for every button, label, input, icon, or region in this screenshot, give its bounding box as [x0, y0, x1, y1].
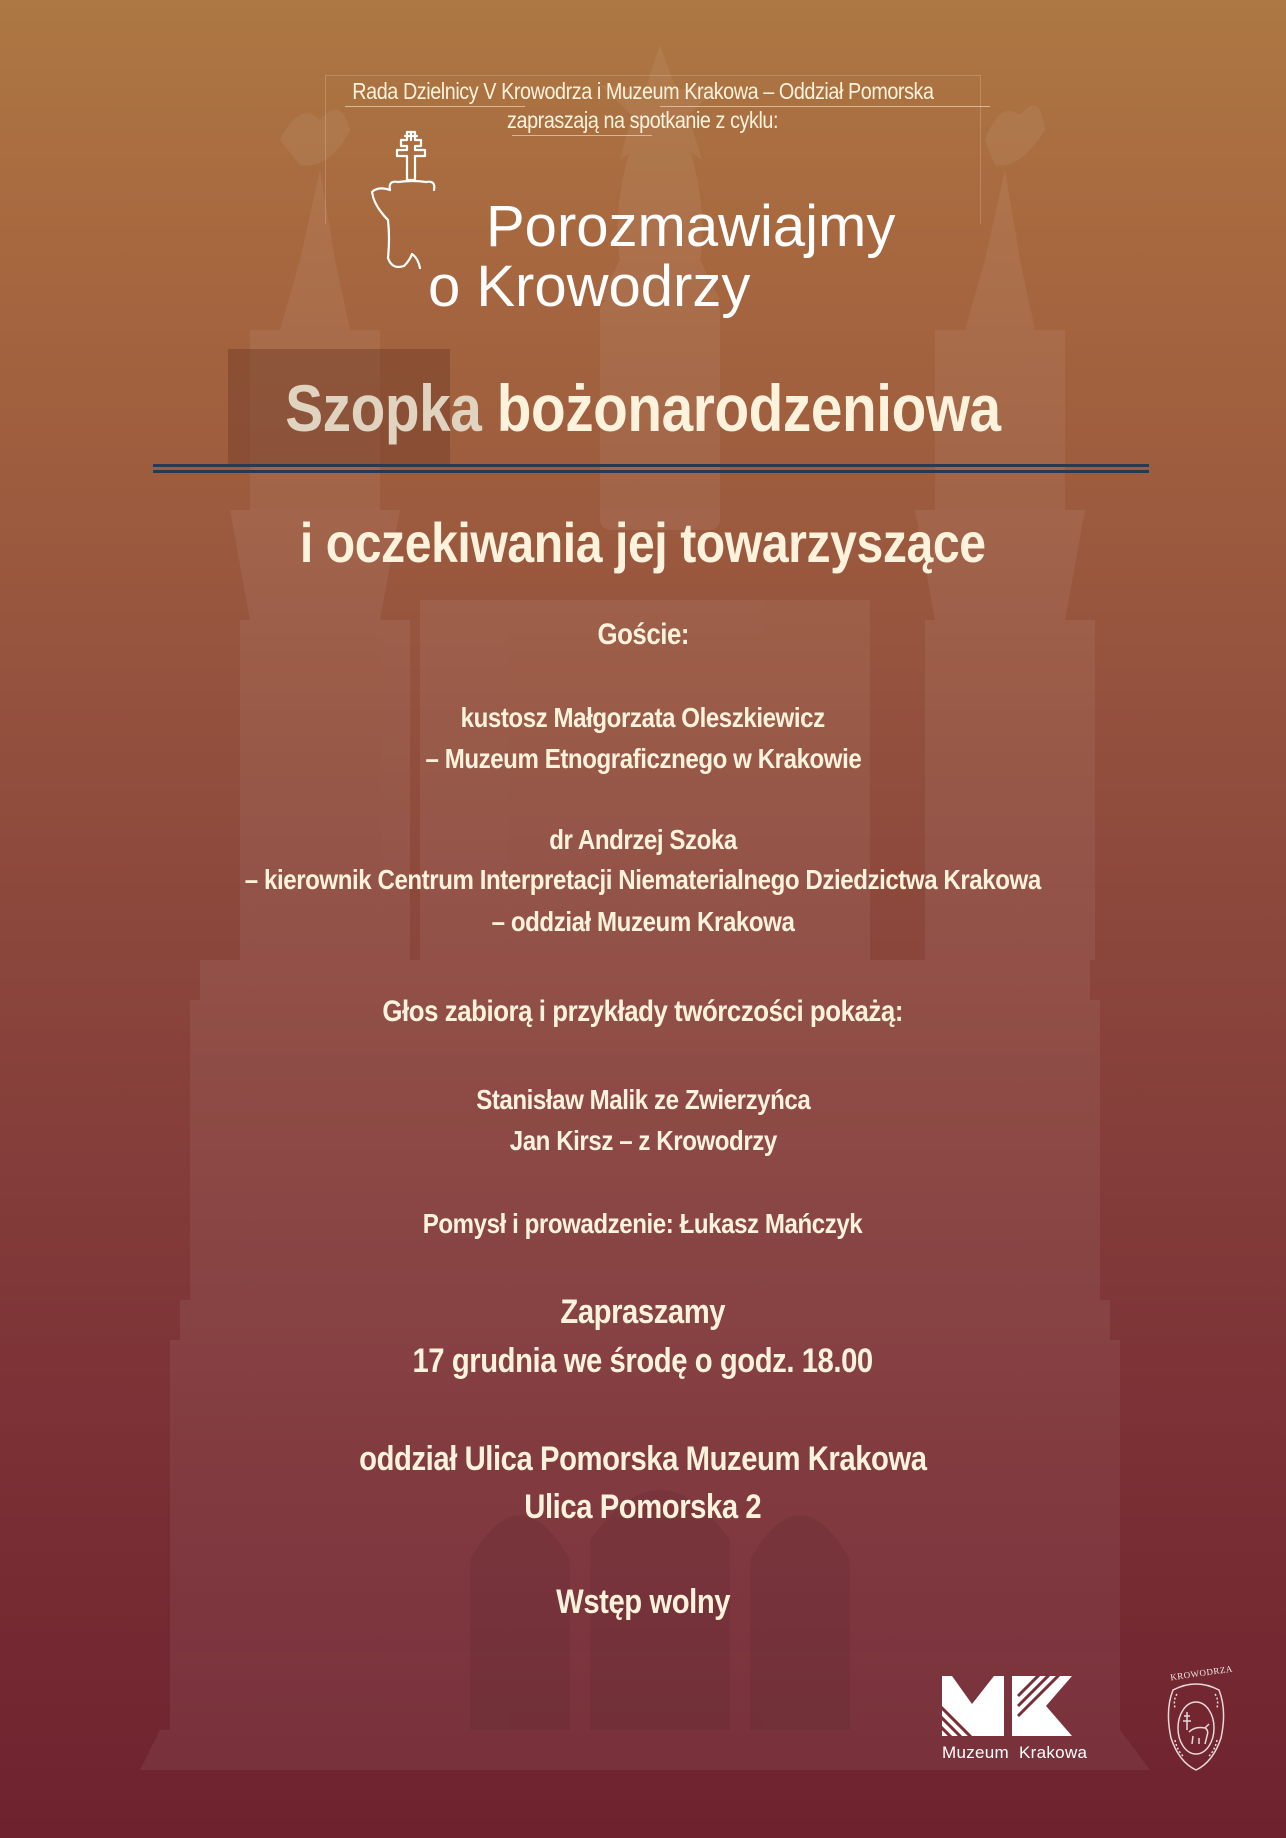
series-logo [368, 128, 948, 328]
speaker-1: Stanisław Malik ze Zwierzyńca [475, 1084, 811, 1115]
guest-2-role: – kierownik Centrum Interpretacji Niematerialnego Dziedzictwa Krakowa [244, 864, 1041, 895]
event-title [0, 370, 1286, 446]
krowodrza-crest-text: KROWODRZA [1169, 1663, 1234, 1683]
muzeum-krakowa-logo-icon [942, 1676, 1074, 1738]
guests-heading: Goście: [597, 618, 689, 651]
title-word-bozonarodzeniowa: bożonarodzeniowa [496, 371, 1001, 445]
guest-1-name: kustosz Małgorzata Oleszkiewicz [460, 702, 826, 733]
event-venue: oddział Ulica Pomorska Muzeum Krakowa [359, 1440, 927, 1478]
guest-2-role-branch: – oddział Muzeum Krakowa [491, 906, 795, 937]
invitation-line: zapraszają na spotkanie z cyklu: [507, 107, 779, 133]
host-line: Pomysł i prowadzenie: Łukasz Mańczyk [423, 1208, 863, 1239]
muzeum-krakowa-logo-text: Muzeum Krakowa [942, 1743, 1088, 1762]
event-datetime: 17 grudnia we środę o godz. 18.00 [412, 1342, 874, 1380]
event-subtitle: i oczekiwania jej towarzyszące [300, 511, 986, 574]
title-word-szopka: Szopka [285, 371, 482, 445]
speaker-2: Jan Kirsz – z Krowodrzy [509, 1125, 777, 1156]
speakers-heading: Głos zabiorą i przykłady twórczości pokażą: [382, 995, 904, 1028]
title-rule-bottom [153, 470, 1149, 473]
series-name-line1: Porozmawiajmy [486, 194, 896, 259]
guest-1-role: – Muzeum Etnograficznego w Krakowie [425, 743, 861, 774]
series-name-line2: o Krowodrzy [428, 254, 751, 319]
krowodrza-crest-icon [1165, 1680, 1227, 1772]
organizers-line: Rada Dzielnicy V Krowodrza i Muzeum Krakowa – Oddział Pomorska [352, 78, 934, 104]
invite-line: Zapraszamy [560, 1293, 726, 1331]
guest-2-name: dr Andrzej Szoka [549, 824, 737, 855]
title-rule-top [153, 464, 1149, 467]
admission-info: Wstęp wolny [556, 1583, 730, 1621]
event-address: Ulica Pomorska 2 [524, 1488, 762, 1526]
